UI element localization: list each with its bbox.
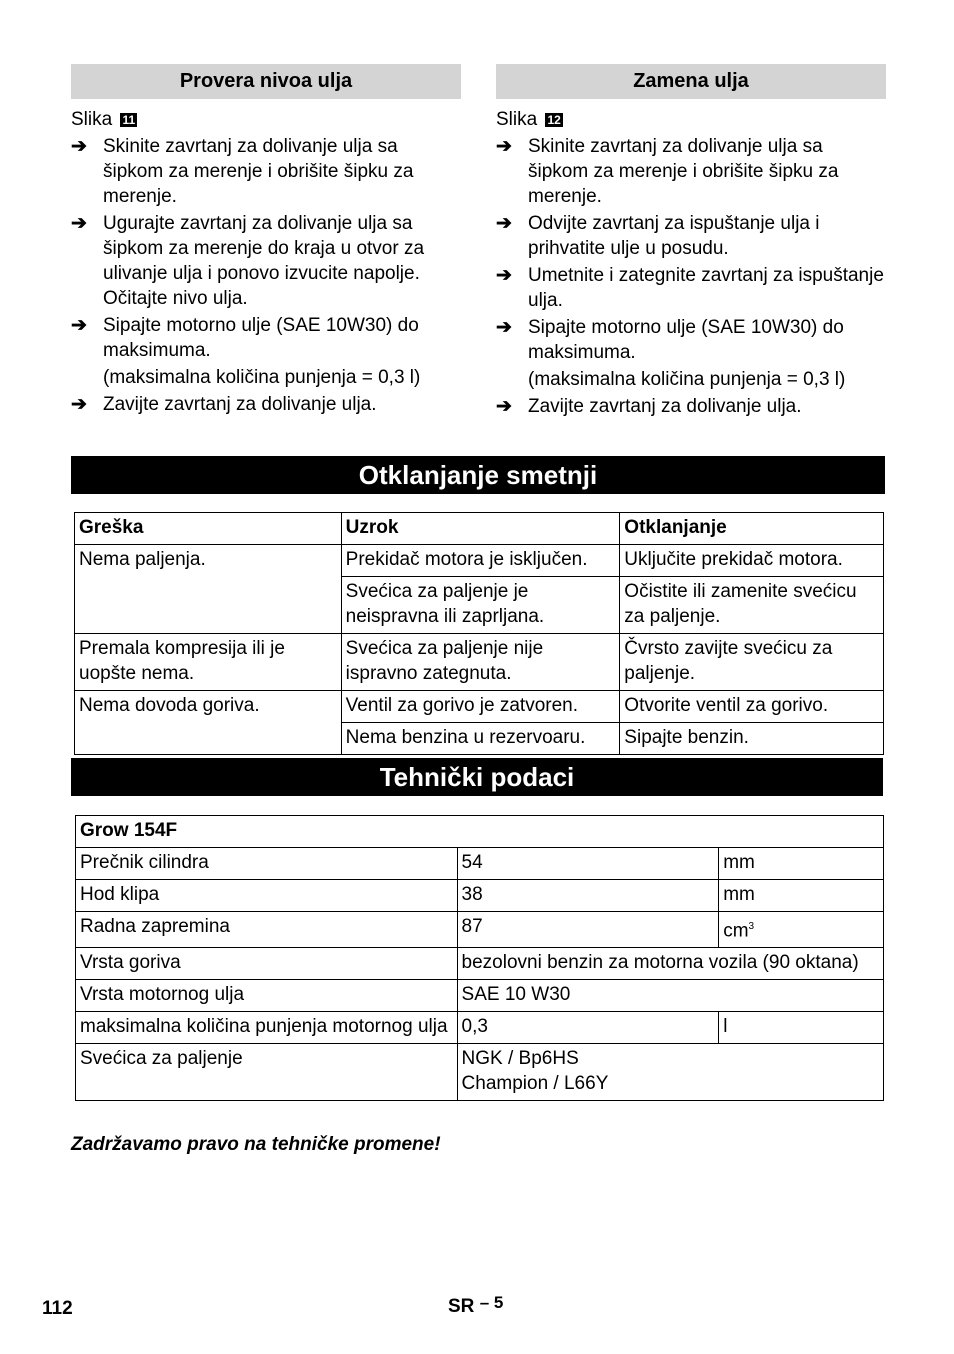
step-text: Skinite zavrtanj za dolivanje ulja sa šipkom za merenje i obrišite šipku za merenje. [528,136,839,207]
unit-superscript: 3 [748,921,755,932]
table-row [76,980,884,1012]
spec-value [457,1044,883,1101]
oil-change-section [496,64,886,419]
oil-change-title: Zamena ulja [496,64,886,99]
section-page: – 5 [479,1293,504,1312]
fault-cell: Premala kompresija ili je uopšte nema. [75,634,342,691]
instruction-step [71,392,461,417]
step-text: Umetnite i zategnite zavrtanj za ispuštanje ulja. [528,265,884,311]
technical-data-heading: Tehnički podaci [71,758,883,796]
instruction-step [71,313,461,363]
spec-value: bezolovni benzin za motorna vozila (90 oktana) [457,948,883,980]
spec-unit: mm [719,880,884,912]
header-fault: Greška [75,513,342,545]
fill-quantity-note: (maksimalna količina punjenja = 0,3 l) [103,367,421,388]
table-header-row [75,513,884,545]
spec-value: 0,3 [457,1012,719,1044]
table-row [76,1044,884,1101]
table-row [75,545,884,577]
step-text: Odvijte zavrtanj za ispuštanje ulja i prihvatite ulje u posudu. [528,213,820,259]
step-text: Skinite zavrtanj za dolivanje ulja sa šipkom za merenje i obrišite šipku za merenje. [103,136,414,207]
table-row [75,634,884,691]
cause-cell: Prekidač motora je isključen. [341,545,620,577]
header-cause: Uzrok [341,513,620,545]
spec-label: Vrsta motornog ulja [76,980,458,1012]
cause-cell: Svećica za paljenje je neispravna ili zaprljana. [341,577,620,634]
spec-value: 54 [457,848,719,880]
arrow-icon: ➔ [496,213,512,234]
figure-label: Slika [496,109,538,130]
figure-reference [71,107,461,132]
arrow-icon: ➔ [71,213,87,234]
table-row [76,912,884,948]
remedy-cell: Očistite ili zamenite svećicu za paljenje. [620,577,884,634]
spec-unit [719,912,884,948]
troubleshooting-table [74,512,884,755]
spec-label: maksimalna količina punjenja motornog ulja [76,1012,458,1044]
model-row [76,816,884,848]
instruction-step [496,263,886,313]
fault-cell: Nema dovoda goriva. [75,691,342,755]
step-text: Zavijte zavrtanj za dolivanje ulja. [528,396,802,417]
instruction-step [71,211,461,311]
troubleshooting-heading: Otklanjanje smetnji [71,456,885,494]
figure-reference [496,107,886,132]
spec-value: 38 [457,880,719,912]
cause-cell: Svećica za paljenje nije ispravno zategnuta. [341,634,620,691]
spec-label: Hod klipa [76,880,458,912]
language-page-indicator [448,1293,504,1318]
table-row [76,880,884,912]
instruction-step [496,394,886,419]
header-remedy: Otklanjanje [620,513,884,545]
technical-changes-disclaimer: Zadržavamo pravo na tehničke promene! [71,1134,441,1155]
spec-value: 87 [457,912,719,948]
step-text: Zavijte zavrtanj za dolivanje ulja. [103,394,377,415]
remedy-cell: Otvorite ventil za gorivo. [620,691,884,723]
page-number: 112 [42,1298,73,1319]
step-text: Sipajte motorno ulje (SAE 10W30) do maksimuma. [103,315,419,361]
spec-label: Radna zapremina [76,912,458,948]
instruction-step [496,134,886,209]
spec-unit: l [719,1012,884,1044]
step-text: Sipajte motorno ulje (SAE 10W30) do maksimuma. [528,317,844,363]
arrow-icon: ➔ [496,396,512,417]
figure-label: Slika [71,109,113,130]
arrow-icon: ➔ [496,317,512,338]
cause-cell: Nema benzina u rezervoaru. [341,723,620,755]
spec-label: Vrsta goriva [76,948,458,980]
spec-value: SAE 10 W30 [457,980,883,1012]
cause-cell: Ventil za gorivo je zatvoren. [341,691,620,723]
step-text: Ugurajte zavrtanj za dolivanje ulja sa šipkom za merenje do kraja u otvor za ulivanje ulja i ponovo izvucite napolje. Očitajte nivo ulja. [103,213,425,309]
spark-plug-ngk: NGK / Bp6HS [461,1048,579,1070]
unit-text: cm [723,920,749,942]
language-code: SR [448,1296,475,1317]
arrow-icon: ➔ [71,136,87,157]
remedy-cell: Čvrsto zavijte svećicu za paljenje. [620,634,884,691]
arrow-icon: ➔ [71,394,87,415]
table-row [76,948,884,980]
figure-number-badge: 11 [122,113,136,127]
fault-cell: Nema paljenja. [75,545,342,634]
instruction-step [496,211,886,261]
arrow-icon: ➔ [496,136,512,157]
instruction-step [496,315,886,365]
spec-unit: mm [719,848,884,880]
table-row [75,691,884,723]
fill-quantity-note: (maksimalna količina punjenja = 0,3 l) [528,369,846,390]
figure-number-badge: 12 [547,113,561,127]
table-row [76,1012,884,1044]
arrow-icon: ➔ [71,315,87,336]
spec-label: Svećica za paljenje [76,1044,458,1101]
remedy-cell: Sipajte benzin. [620,723,884,755]
arrow-icon: ➔ [496,265,512,286]
oil-level-check-section [71,64,461,417]
remedy-cell: Uključite prekidač motora. [620,545,884,577]
spark-plug-champion: Champion / L66Y [461,1073,609,1095]
oil-level-check-title: Provera nivoa ulja [71,64,461,99]
model-name: Grow 154F [76,816,884,848]
table-row [76,848,884,880]
instruction-step [71,134,461,209]
technical-data-table [75,815,884,1101]
spec-label: Prečnik cilindra [76,848,458,880]
